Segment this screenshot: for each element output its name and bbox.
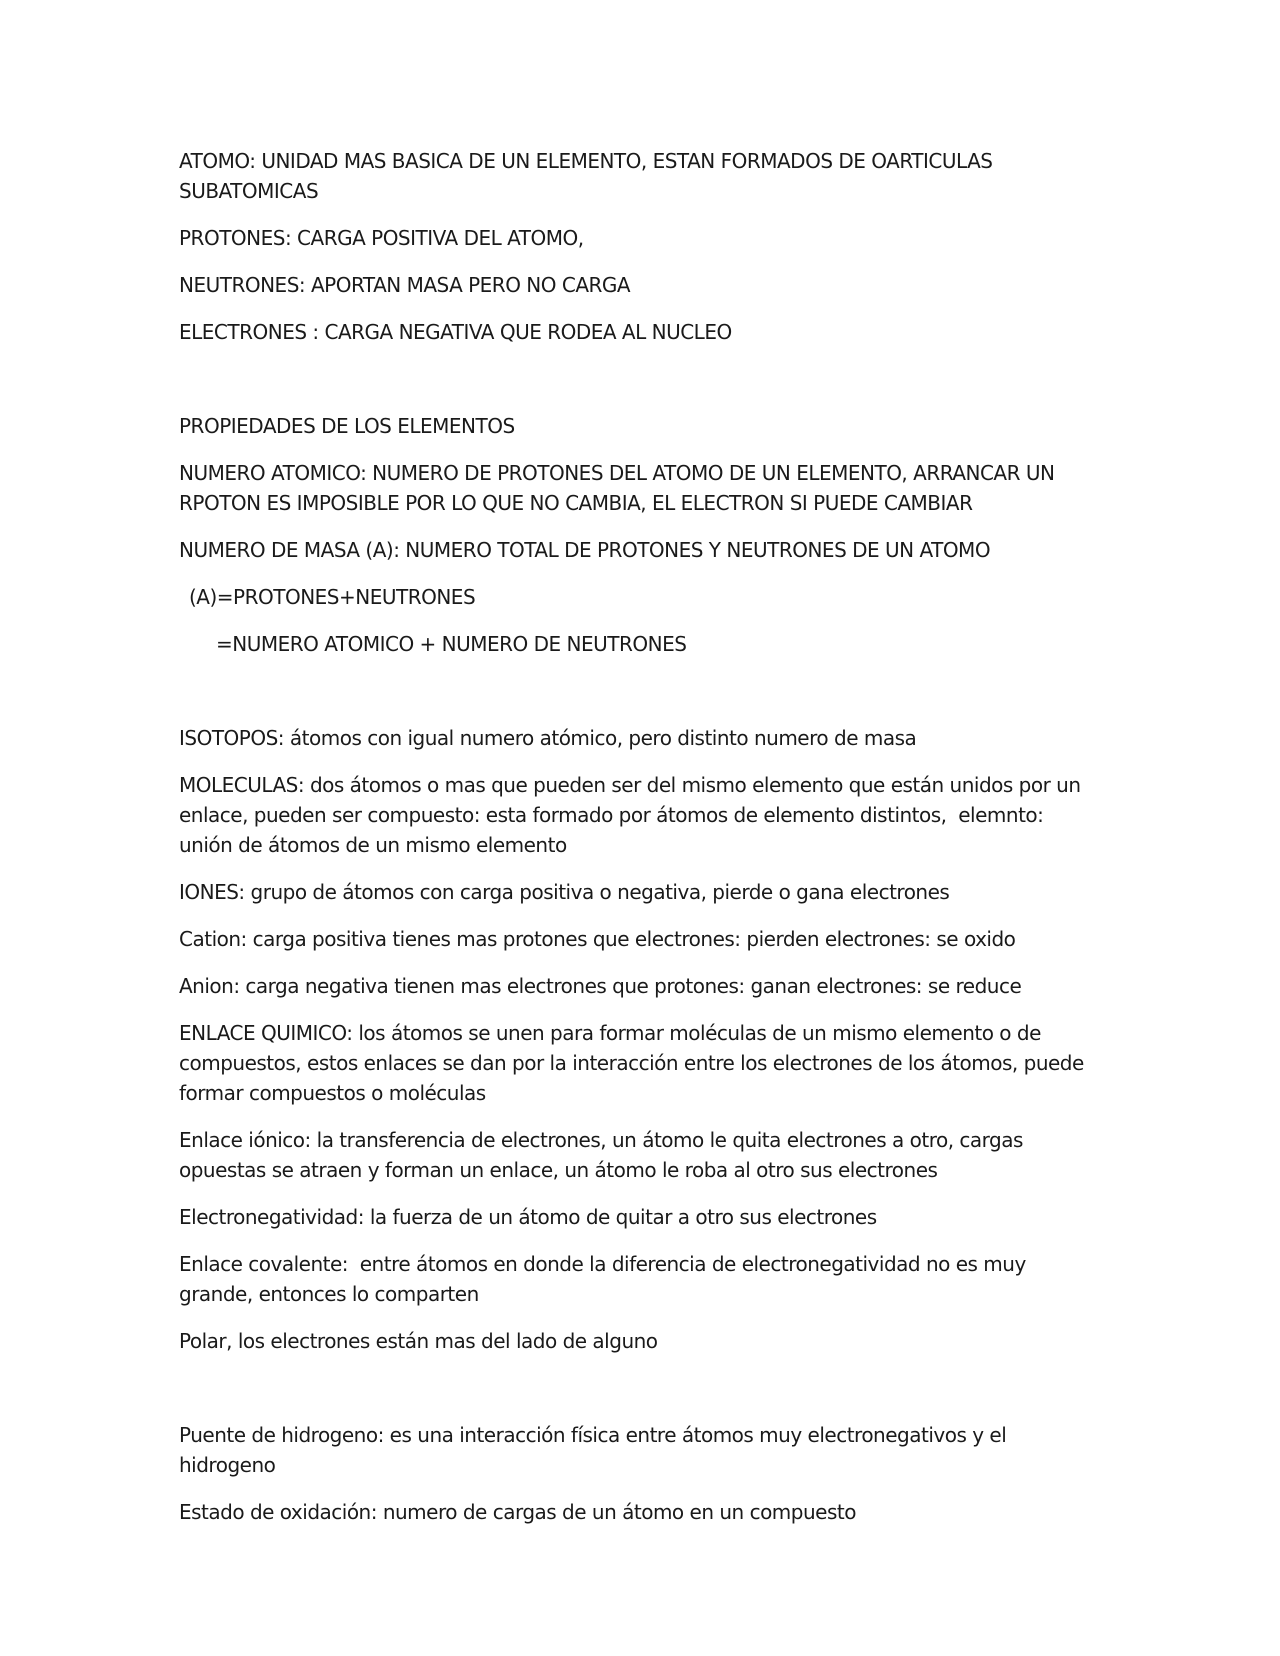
paragraph-enlace-covalente: Enlace covalente: entre átomos en donde la diferencia de electronegatividad no es muy grande, entonces lo comparten xyxy=(179,1252,1032,1306)
paragraph-neutrones: NEUTRONES: APORTAN MASA PERO NO CARGA xyxy=(179,273,631,297)
paragraph-estado-de-oxidacion: Estado de oxidación: numero de cargas de un átomo en un compuesto xyxy=(179,1500,856,1524)
paragraph-numero-de-masa: NUMERO DE MASA (A): NUMERO TOTAL DE PROTONES Y NEUTRONES DE UN ATOMO xyxy=(179,538,991,562)
blank-line xyxy=(179,1373,1099,1403)
paragraph-iones: IONES: grupo de átomos con carga positiva o negativa, pierde o gana electrones xyxy=(179,880,950,904)
paragraph-electrones: ELECTRONES : CARGA NEGATIVA QUE RODEA AL NUCLEO xyxy=(179,320,732,344)
paragraph-propiedades-heading: PROPIEDADES DE LOS ELEMENTOS xyxy=(179,414,515,438)
paragraph-cation: Cation: carga positiva tienes mas protones que electrones: pierden electrones: se oxido xyxy=(179,927,1016,951)
paragraph-numero-atomico: NUMERO ATOMICO: NUMERO DE PROTONES DEL ATOMO DE UN ELEMENTO, ARRANCAR UN RPOTON ES IMPOSIBLE POR LO QUE NO CAMBIA, EL ELECTRON SI PUEDE CAMBIAR xyxy=(179,461,1061,515)
paragraph-enlace-ionico: Enlace iónico: la transferencia de electrones, un átomo le quita electrones a otro, cargas opuestas se atraen y forman un enlace, un átomo le roba al otro sus electrones xyxy=(179,1128,1029,1182)
paragraph-puente-de-hidrogeno: Puente de hidrogeno: es una interacción física entre átomos muy electronegativos y el hidrogeno xyxy=(179,1423,1013,1477)
paragraph-formula-a: (A)=PROTONES+NEUTRONES xyxy=(189,585,476,609)
paragraph-isotopos: ISOTOPOS: átomos con igual numero atómico, pero distinto numero de masa xyxy=(179,726,917,750)
blank-line xyxy=(179,676,1099,706)
document-body xyxy=(179,146,1099,1544)
paragraph-electronegatividad: Electronegatividad: la fuerza de un átomo de quitar a otro sus electrones xyxy=(179,1205,877,1229)
paragraph-polar: Polar, los electrones están mas del lado de alguno xyxy=(179,1329,658,1353)
paragraph-atomo: ATOMO: UNIDAD MAS BASICA DE UN ELEMENTO, ESTAN FORMADOS DE OARTICULAS SUBATOMICAS xyxy=(179,149,999,203)
blank-line xyxy=(179,364,1099,394)
paragraph-protones: PROTONES: CARGA POSITIVA DEL ATOMO, xyxy=(179,226,584,250)
paragraph-moleculas: MOLECULAS: dos átomos o mas que pueden ser del mismo elemento que están unidos por un enlace, pueden ser compuesto: esta formado por átomos de elemento distintos, elemnto: unión de átomos de un mismo elemento xyxy=(179,773,1087,857)
paragraph-anion: Anion: carga negativa tienen mas electrones que protones: ganan electrones: se reduce xyxy=(179,974,1022,998)
paragraph-enlace-quimico: ENLACE QUIMICO: los átomos se unen para formar moléculas de un mismo elemento o de compuestos, estos enlaces se dan por la interacción entre los electrones de los átomos, puede formar compuestos o moléculas xyxy=(179,1021,1090,1105)
paragraph-formula-b: =NUMERO ATOMICO + NUMERO DE NEUTRONES xyxy=(216,632,687,656)
